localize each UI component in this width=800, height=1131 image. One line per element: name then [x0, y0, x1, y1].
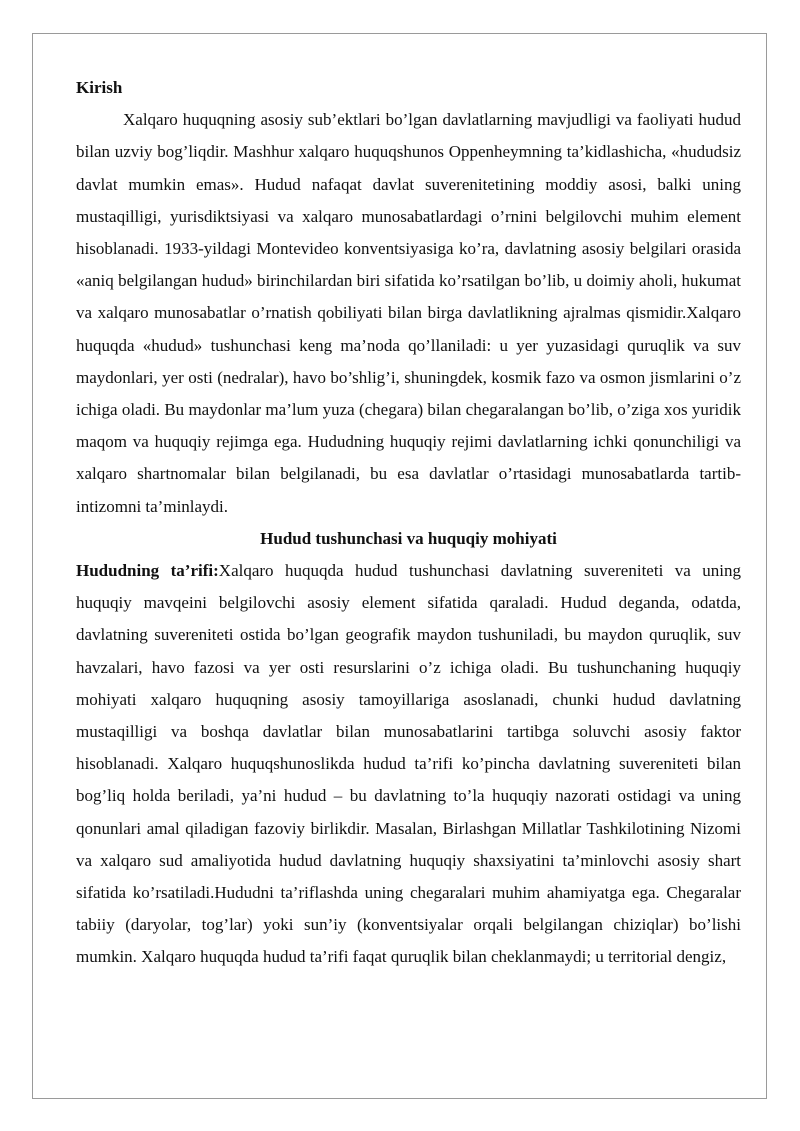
- intro-heading: Kirish: [76, 78, 123, 97]
- definition-text: Xalqaro huquqda hudud tushunchasi davlatning suvereniteti va uning huquqiy mavqeini belgilovchi asosiy element sifatida qaraladi. Hudud deganda, odatda, davlatning suvereniteti ostida bo’lgan geografik maydon tushuniladi, bu maydon quruqlik, suv havzalari, havo fazosi va yer osti resurslarini o’z ichiga oladi. Bu tushunchaning huquqiy mohiyati xalqaro huquqning asosiy tamoyillariga asoslanadi, chunki hudud davlatning mustaqilligi va boshqa davlatlar bilan munosabatlarini tartibga soluvchi asosiy faktor hisoblanadi. Xalqaro huquqshunoslikda hudud ta’rifi ko’pincha davlatning suvereniteti bilan bog’liq holda beriladi, ya’ni hudud – bu davlatning to’la huquqiy nazorati ostidagi va uning qonunlari amal qiladigan fazoviy birlikdir. Masalan, Birlashgan Millatlar Tashkilotining Nizomi va xalqaro sud amaliyotida hudud davlatning huquqiy shaxsiyatini ta’minlovchi asosiy shart sifatida ko’rsatiladi.Hududni ta’riflashda uning chegaralari muhim ahamiyatga ega. Chegaralar tabiiy (daryolar, tog’lar) yoki sun’iy (konventsiyalar orqali belgilangan chiziqlar) bo’lishi mumkin. Xalqaro huquqda hudud ta’rifi faqat quruqlik bilan cheklanmaydi; u territorial dengiz,: [76, 561, 742, 967]
- definition-paragraph: [76, 555, 741, 974]
- definition-lead: Hududning ta’rifi:: [76, 561, 219, 581]
- section-heading: Hudud tushunchasi va huquqiy mohiyati: [260, 528, 557, 548]
- document-body: [76, 72, 741, 974]
- intro-paragraph: Xalqaro huquqning asosiy sub’ektlari bo’lgan davlatlarning mavjudligi va faoliyati hudud bilan uzviy bog’liqdir. Mashhur xalqaro huquqshunos Oppenheymning ta’kidlashicha, «hududsiz davlat mumkin emas». Hudud nafaqat davlat suverenitetining moddiy asosi, balki uning mustaqilligi, yurisdiktsiyasi va xalqaro munosabatlardagi o’rnini belgilovchi muhim element hisoblanadi. 1933-yildagi Montevideo konventsiyasiga ko’ra, davlatning asosiy belgilari orasida «aniq belgilangan hudud» birinchilardan biri sifatida ko’rsatilgan bo’lib, u doimiy aholi, hukumat va xalqaro munosabatlar o’rnatish qobiliyati bilan birga davlatlikning ajralmas qismidir.Xalqaro huquqda «hudud» tushunchasi keng ma’noda qo’llaniladi: u yer yuzasidagi quruqlik va suv maydonlari, yer osti (nedralar), havo bo’shlig’i, shuningdek, kosmik fazo va osmon jismlarini o’z ichiga oladi. Bu maydonlar ma’lum yuza (chegara) bilan chegaralangan bo’lib, o’ziga xos yuridik maqom va huquqiy rejimga ega. Hududning huquqiy rejimi davlatlarning ichki qonunchiligi va xalqaro shartnomalar bilan belgilanadi, bu esa davlatlar o’rtasidagi munosabatlarda tartib-intizomni ta’minlaydi.: [76, 110, 741, 516]
